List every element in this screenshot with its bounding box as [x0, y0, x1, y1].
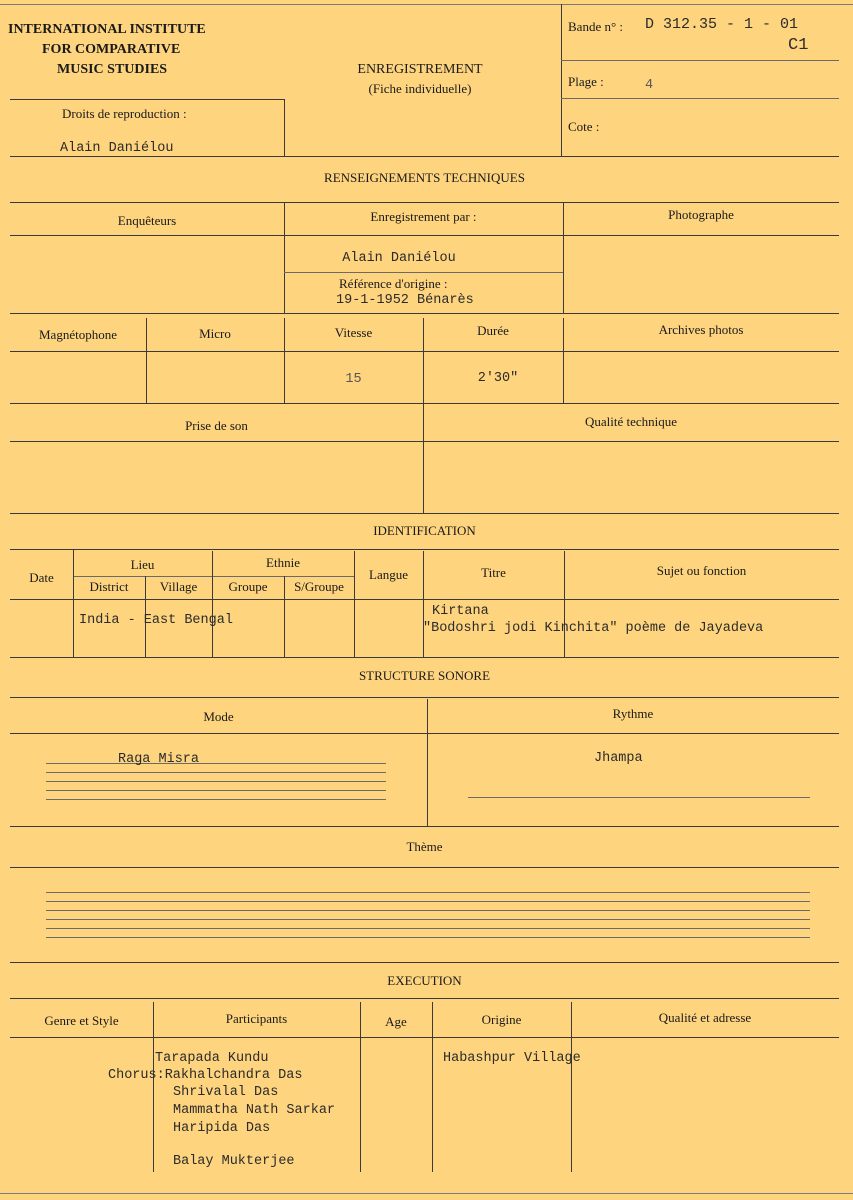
- divider: [10, 697, 839, 698]
- participant-5: Haripida Das: [173, 1121, 271, 1136]
- divider: [10, 657, 839, 658]
- lieu-value: India - East Bengal: [79, 613, 233, 628]
- divider: [10, 235, 839, 236]
- theme-label: Thème: [406, 839, 443, 854]
- section-structure: STRUCTURE SONORE: [358, 668, 491, 683]
- divider: [561, 98, 839, 99]
- district-label: District: [89, 579, 129, 594]
- divider: [10, 313, 839, 314]
- participant-3: Shrivalal Das: [173, 1085, 279, 1100]
- participant-6: Balay Mukterjee: [173, 1154, 295, 1169]
- magnetophone-label: Magnétophone: [39, 327, 117, 342]
- sous-groupe-label: S/Groupe: [294, 579, 344, 594]
- institute-line-2: FOR COMPARATIVE: [42, 42, 181, 57]
- participant-2: Chorus:Rakhalchandra Das: [108, 1068, 303, 1083]
- bande-label: Bande n° :: [568, 19, 624, 34]
- lieu-label: Lieu: [130, 557, 155, 572]
- theme-line: [46, 901, 810, 902]
- bande-value: D 312.35 - 1 - 01: [645, 16, 799, 33]
- prise-de-son-label: Prise de son: [185, 418, 248, 433]
- vitesse-label: Vitesse: [334, 325, 373, 340]
- divider: [10, 351, 839, 352]
- divider: [10, 867, 839, 868]
- cote-label: Cote :: [568, 119, 600, 134]
- droits-label: Droits de reproduction :: [62, 106, 187, 121]
- titre-label: Titre: [481, 565, 506, 580]
- participant-4: Mammatha Nath Sarkar: [173, 1103, 336, 1118]
- divider: [10, 826, 839, 827]
- mode-line: [46, 772, 386, 773]
- institute-line-3: MUSIC STUDIES: [57, 62, 168, 77]
- divider: [10, 733, 839, 734]
- bande-suffix: C1: [788, 36, 809, 55]
- divider: [10, 202, 839, 203]
- mode-line: [46, 781, 386, 782]
- top-edge: [0, 4, 853, 5]
- duree-label: Durée: [477, 323, 509, 338]
- ethnie-label: Ethnie: [266, 555, 300, 570]
- divider: [10, 549, 839, 550]
- form-title: ENREGISTREMENT: [357, 62, 483, 77]
- divider: [10, 599, 839, 600]
- enregistrement-par-label: Enregistrement par :: [370, 209, 477, 224]
- theme-line: [46, 919, 810, 920]
- theme-line: [46, 937, 810, 938]
- origine-label: Origine: [481, 1012, 522, 1027]
- langue-label: Langue: [369, 567, 408, 582]
- participant-1: Tarapada Kundu: [155, 1051, 269, 1066]
- divider: [10, 513, 839, 514]
- bottom-edge: [0, 1193, 853, 1194]
- photographe-label: Photographe: [668, 207, 734, 222]
- genre-style-label: Genre et Style: [44, 1013, 119, 1028]
- rythme-value: Jhampa: [594, 751, 643, 766]
- divider: [284, 272, 563, 273]
- plage-value: 4: [645, 78, 654, 93]
- rythme-line: [468, 797, 810, 798]
- sujet-label: Sujet ou fonction: [656, 563, 747, 578]
- mode-line: [46, 763, 386, 764]
- institute-line-1: INTERNATIONAL INSTITUTE: [8, 22, 206, 37]
- origine-value: Habashpur Village: [443, 1051, 581, 1066]
- droits-value: Alain Daniélou: [60, 141, 174, 156]
- groupe-label: Groupe: [228, 579, 268, 594]
- archives-photos-label: Archives photos: [658, 322, 744, 337]
- divider: [10, 962, 839, 963]
- titre-value-2: "Bodoshri jodi Kinchita" poème de Jayadeva: [423, 621, 764, 636]
- micro-label: Micro: [199, 326, 231, 341]
- village-label: Village: [159, 579, 198, 594]
- mode-value: Raga Misra: [118, 752, 200, 767]
- titre-value-1: Kirtana: [432, 604, 489, 619]
- qualite-adresse-label: Qualité et adresse: [658, 1010, 752, 1025]
- section-identification: IDENTIFICATION: [373, 523, 476, 538]
- form-subtitle: (Fiche individuelle): [368, 81, 472, 96]
- qualite-technique-label: Qualité technique: [584, 414, 678, 429]
- divider: [284, 99, 285, 157]
- date-label: Date: [29, 570, 54, 585]
- mode-line: [46, 799, 386, 800]
- divider: [153, 1002, 154, 1172]
- enregistrement-par-value: Alain Daniélou: [342, 251, 456, 266]
- theme-line: [46, 910, 810, 911]
- age-label: Age: [385, 1014, 407, 1029]
- divider: [10, 441, 839, 442]
- vitesse-value: 15: [345, 372, 362, 387]
- section-execution: EXECUTION: [387, 973, 462, 988]
- divider: [10, 403, 839, 404]
- section-techniques: RENSEIGNEMENTS TECHNIQUES: [324, 170, 525, 185]
- reference-value: 19-1-1952 Bénarès: [336, 293, 474, 308]
- rythme-label: Rythme: [612, 706, 654, 721]
- theme-line: [46, 892, 810, 893]
- reference-label: Référence d'origine :: [339, 276, 448, 291]
- divider: [10, 1037, 839, 1038]
- divider: [561, 60, 839, 61]
- divider: [10, 998, 839, 999]
- theme-line: [46, 928, 810, 929]
- duree-value: 2'30": [477, 371, 519, 386]
- divider: [561, 4, 562, 156]
- divider: [10, 99, 285, 100]
- divider: [74, 576, 354, 577]
- divider: [571, 1002, 572, 1172]
- plage-label: Plage :: [568, 74, 604, 89]
- mode-label: Mode: [203, 709, 234, 724]
- enqueteurs-label: Enquêteurs: [117, 213, 177, 228]
- participants-label: Participants: [225, 1011, 288, 1026]
- mode-line: [46, 790, 386, 791]
